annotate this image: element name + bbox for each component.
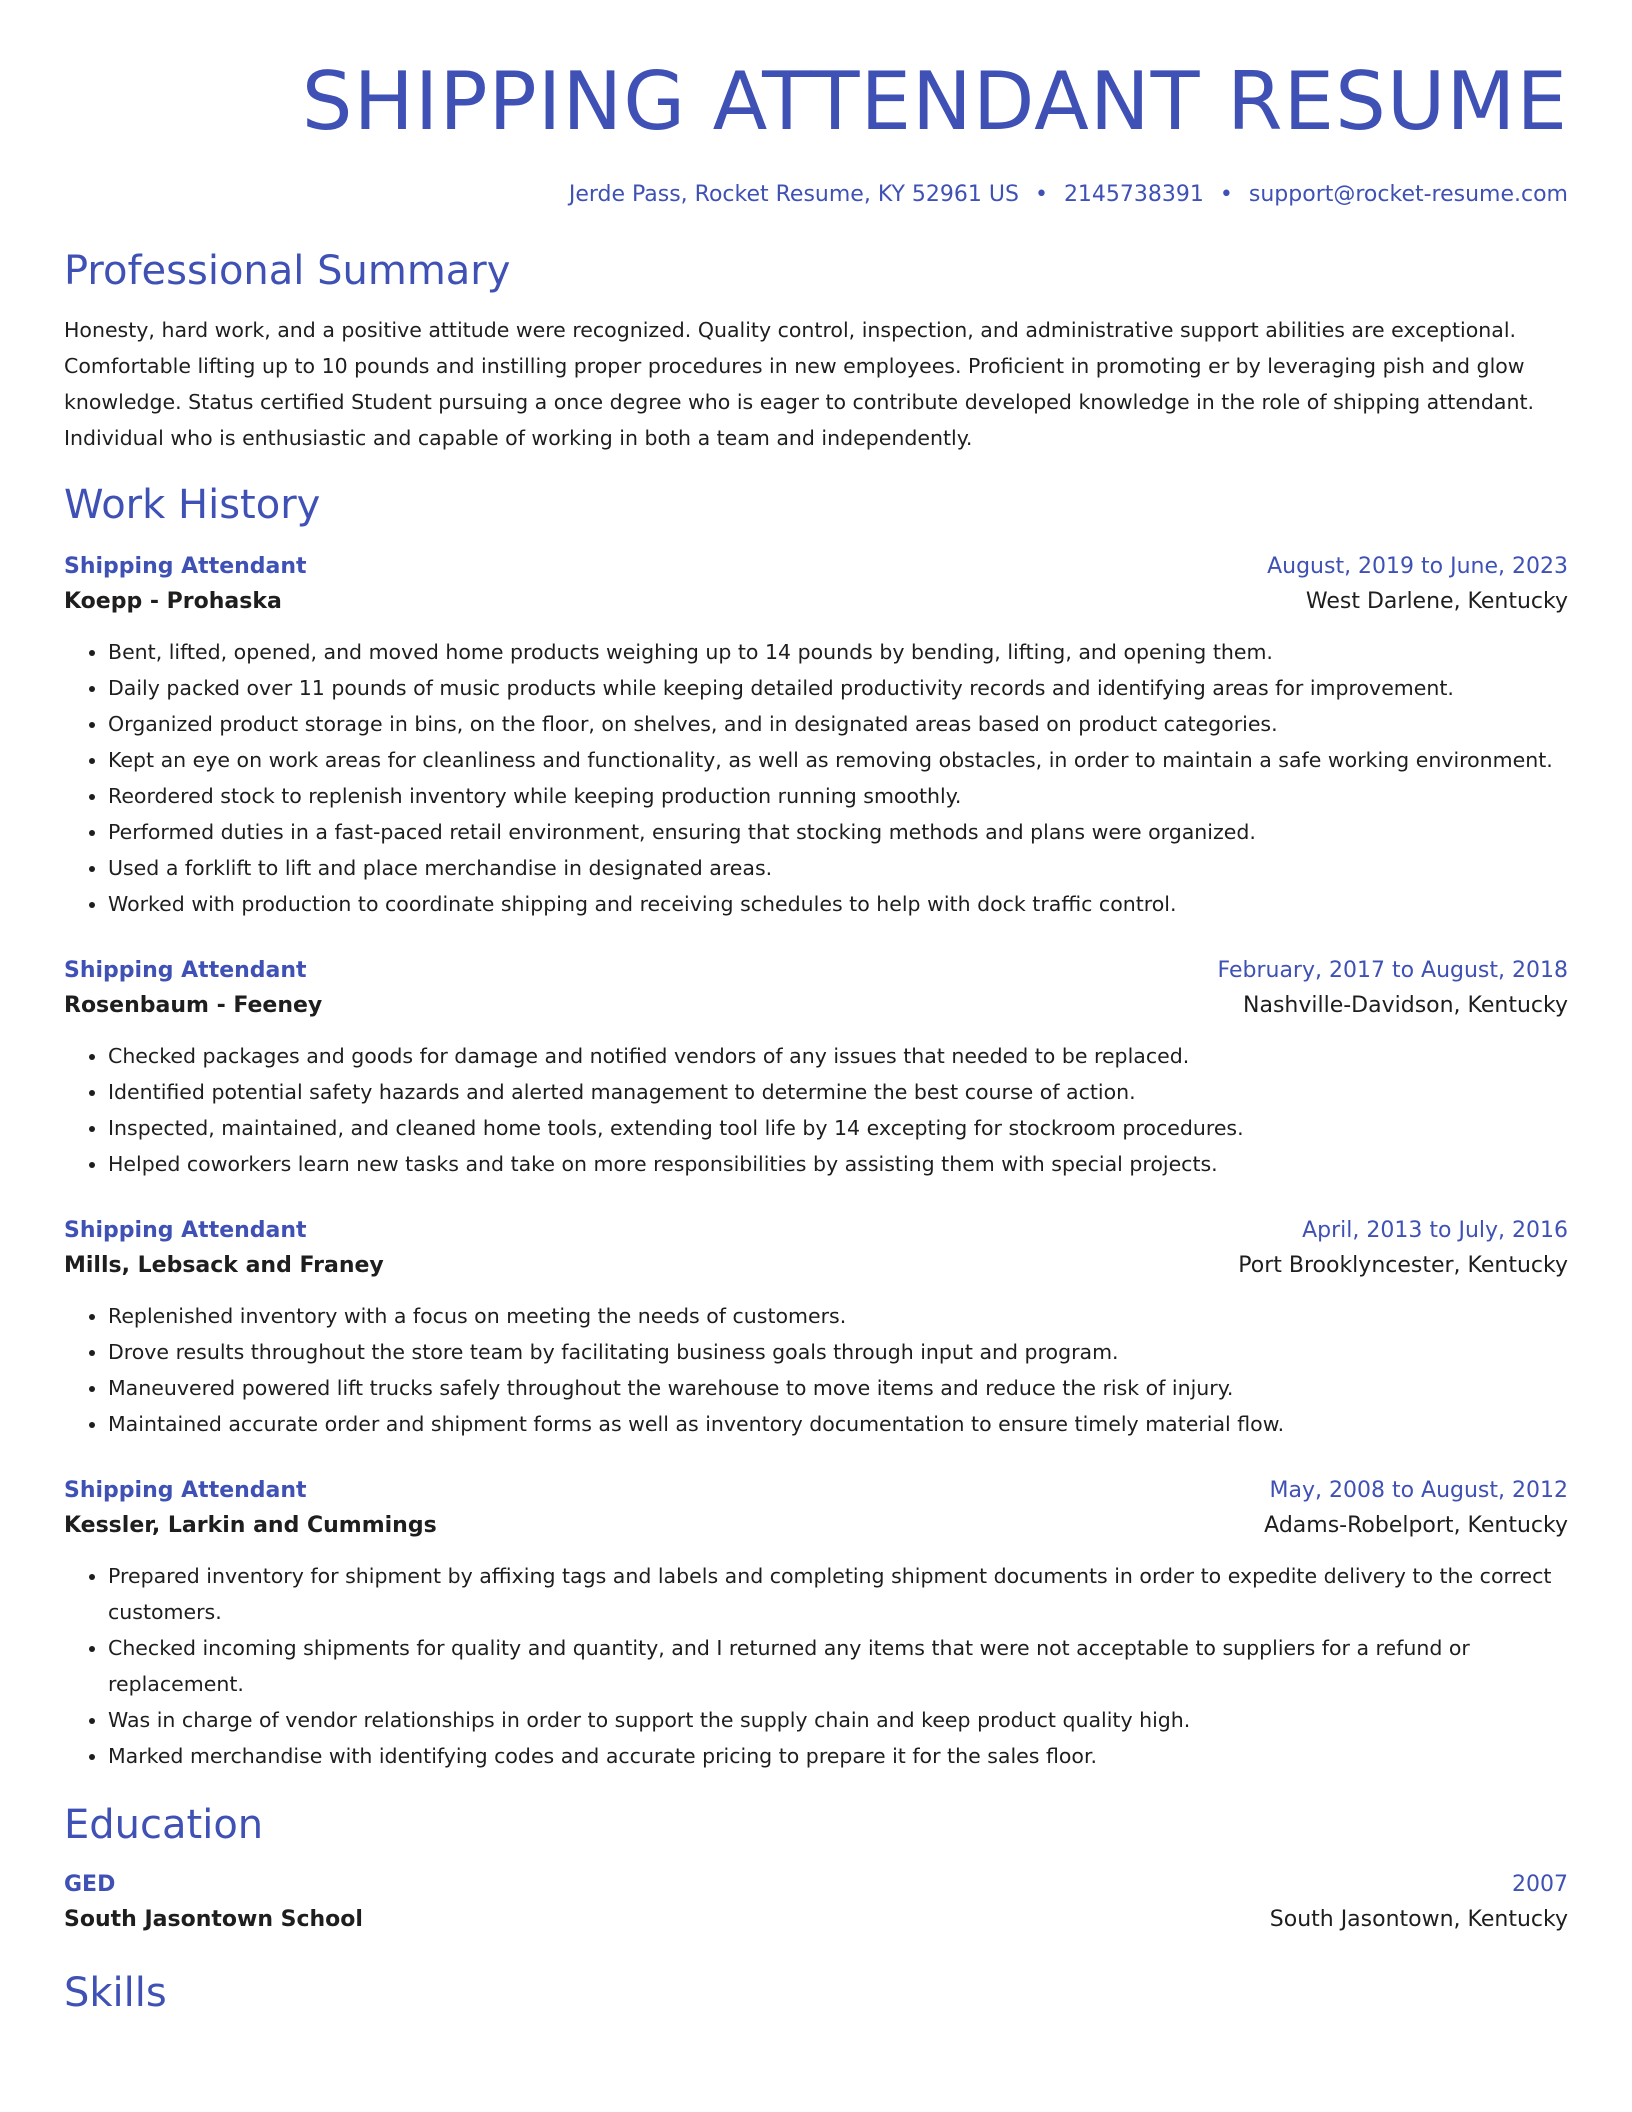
job-title: Shipping Attendant [64,958,307,983]
job-bullet: • Used a forklift to lift and place merchandise in designated areas. [108,850,1568,886]
job-bullet: • Inspected, maintained, and cleaned home tools, extending tool life by 14 excepting for stockroom procedures. [108,1110,1568,1146]
job-bullet: • Maneuvered powered lift trucks safely throughout the warehouse to move items and reduce the risk of injury. [108,1370,1568,1406]
job-entry [64,550,1568,922]
job-bullet: • Performed duties in a fast-paced retail environment, ensuring that stocking methods and plans were organized. [108,814,1568,850]
job-bullet: • Checked incoming shipments for quality and quantity, and I returned any items that were not acceptable to suppliers for a refund or replacement. [108,1630,1568,1702]
job-title: Shipping Attendant [64,1218,307,1243]
job-bullet: • Prepared inventory for shipment by affixing tags and labels and completing shipment documents in order to expedite delivery to the correct customers. [108,1558,1568,1630]
employer-name: Kessler, Larkin and Cummings [64,1513,437,1538]
summary-heading: Professional Summary [64,248,511,294]
job-dates: May, 2008 to August, 2012 [1269,1478,1568,1503]
contact-address: Jerde Pass, Rocket Resume, KY 52961 US [568,182,1019,207]
job-title: Shipping Attendant [64,1478,307,1503]
resume-title: SHIPPING ATTENDANT RESUME [301,55,1568,148]
job-bullet: • Identified potential safety hazards and alerted management to determine the best course of action. [108,1074,1568,1110]
job-dates: February, 2017 to August, 2018 [1217,958,1568,983]
job-location: Nashville-Davidson, Kentucky [1243,993,1568,1018]
job-bullet: • Worked with production to coordinate shipping and receiving schedules to help with dock traffic control. [108,886,1568,922]
education-heading: Education [64,1802,264,1848]
job-bullet: • Kept an eye on work areas for cleanliness and functionality, as well as removing obstacles, in order to maintain a safe working environment. [108,742,1568,778]
education-year: 2007 [1512,1872,1568,1897]
job-bullet: • Was in charge of vendor relationships in order to support the supply chain and keep product quality high. [108,1702,1568,1738]
job-bullet: • Replenished inventory with a focus on meeting the needs of customers. [108,1298,1568,1334]
skills-heading: Skills [64,1970,167,2016]
job-bullet: • Drove results throughout the store team by facilitating business goals through input and program. [108,1334,1568,1370]
contact-email[interactable]: support@rocket-resume.com [1248,182,1568,207]
job-bullet: • Checked packages and goods for damage and notified vendors of any issues that needed to be replaced. [108,1038,1568,1074]
work-history-heading: Work History [64,482,321,528]
job-entry [64,1214,1568,1442]
contact-separator: • [1219,182,1233,207]
job-bullet: • Maintained accurate order and shipment forms as well as inventory documentation to ensure timely material flow. [108,1406,1568,1442]
contact-separator: • [1034,182,1048,207]
job-bullets [64,634,1568,922]
employer-name: Koepp - Prohaska [64,589,282,614]
job-bullet: • Organized product storage in bins, on the floor, on shelves, and in designated areas based on product categories. [108,706,1568,742]
resume-page [64,0,1568,2018]
summary-text: Honesty, hard work, and a positive attitude were recognized. Quality control, inspection, and administrative support abilities are exceptional. Comfortable lifting up to 10 pounds and instilling proper procedures in new employees. Proficient in promoting er by leveraging pish and glow knowledge. Status certified Student pursuing a once degree who is eager to contribute developed knowledge in the role of shipping attendant. Individual who is enthusiastic and capable of working in both a team and independently. [64,318,1535,450]
degree-name: GED [64,1872,116,1897]
job-bullet: • Reordered stock to replenish inventory while keeping production running smoothly. [108,778,1568,814]
job-bullet: • Bent, lifted, opened, and moved home products weighing up to 14 pounds by bending, lifting, and opening them. [108,634,1568,670]
job-bullet: • Helped coworkers learn new tasks and take on more responsibilities by assisting them with special projects. [108,1146,1568,1182]
job-entry [64,1474,1568,1774]
job-bullets [64,1558,1568,1774]
job-bullet: • Daily packed over 11 pounds of music products while keeping detailed productivity records and identifying areas for improvement. [108,670,1568,706]
contact-phone: 2145738391 [1063,182,1204,207]
job-bullet: • Marked merchandise with identifying codes and accurate pricing to prepare it for the sales floor. [108,1738,1568,1774]
school-location: South Jasontown, Kentucky [1269,1907,1568,1932]
job-bullets [64,1298,1568,1442]
job-dates: August, 2019 to June, 2023 [1267,554,1568,579]
education-entry [64,1868,1568,1938]
employer-name: Mills, Lebsack and Franey [64,1253,384,1278]
school-name: South Jasontown School [64,1907,363,1932]
job-bullets [64,1038,1568,1182]
job-entry [64,954,1568,1182]
job-location: Adams-Robelport, Kentucky [1264,1513,1568,1538]
contact-line [64,180,1568,210]
employer-name: Rosenbaum - Feeney [64,993,323,1018]
job-title: Shipping Attendant [64,554,307,579]
job-location: West Darlene, Kentucky [1305,589,1568,614]
job-dates: April, 2013 to July, 2016 [1302,1218,1568,1243]
job-location: Port Brooklyncester, Kentucky [1238,1253,1568,1278]
